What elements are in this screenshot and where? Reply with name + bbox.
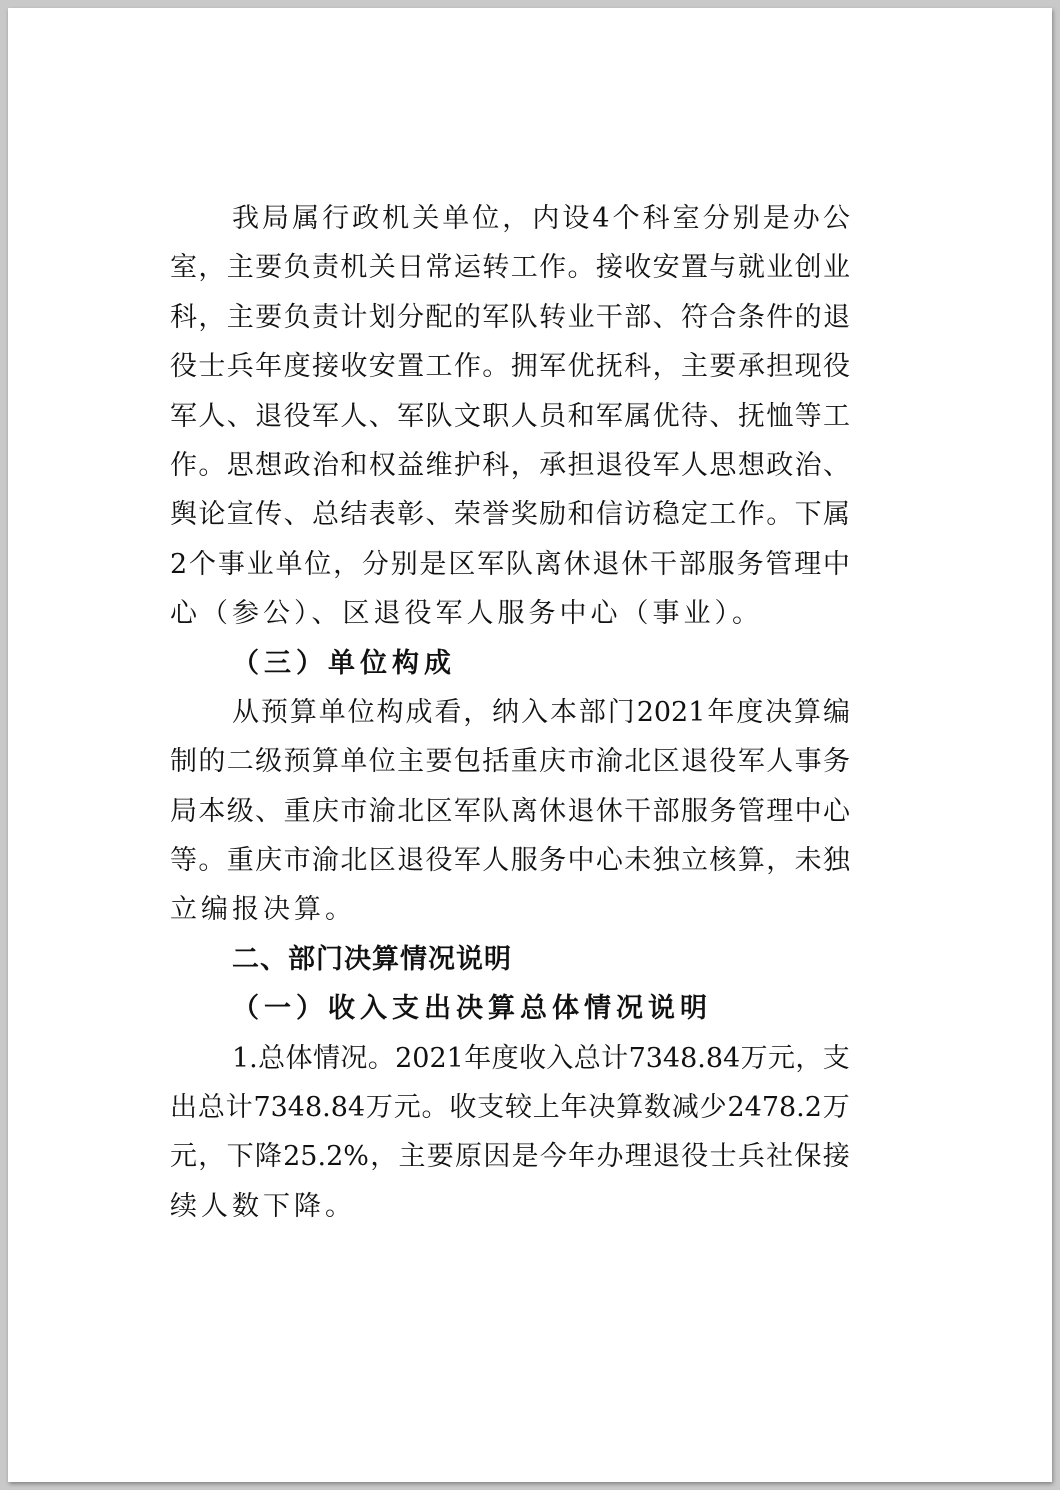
section-heading-unit-composition: （三）单位构成 (232, 647, 456, 679)
text-line: 2 个 事 业 单 位 ， 分 别 是 区 军 队 离 休 退 休 干 部 服 务 管 理 中 (170, 548, 850, 580)
section-heading-final-accounts: 二、部门决算情况说明 (232, 943, 512, 975)
text-line: 元 ， 下 降 25.2% ， 主 要 原 因 是 今 年 办 理 退 役 士 兵 社 保 接 (170, 1141, 850, 1173)
text-line: 制 的 二 级 预 算 单 位 主 要 包 括 重 庆 市 渝 北 区 退 役 军 人 事 务 (170, 746, 850, 778)
text-line: 舆 论 宣 传 、 总 结 表 彰 、 荣 誉 奖 励 和 信 访 稳 定 工 作 。 下 属 (170, 499, 850, 531)
text-line: 室 ， 主 要 负 责 机 关 日 常 运 转 工 作 。 接 收 安 置 与 就 业 创 业 (170, 252, 850, 284)
text-line: 役 士 兵 年 度 接 收 安 置 工 作 。 拥 军 优 抚 科 ， 主 要 承 担 现 役 (170, 351, 850, 383)
text-line: 1. 总 体 情 况 。 2021 年 度 收 入 总 计 7348.84 万 元 ， 支 (232, 1042, 850, 1074)
text-line: 从 预 算 单 位 构 成 看 ， 纳 入 本 部 门 2021 年 度 决 算 编 (232, 696, 850, 728)
text-line: 出 总 计 7348.84 万 元 。 收 支 较 上 年 决 算 数 减 少 2478.2 万 (170, 1092, 850, 1124)
text-line: 科 ， 主 要 负 责 计 划 分 配 的 军 队 转 业 干 部 、 符 合 条 件 的 退 (170, 301, 850, 333)
text-line: 我 局 属 行 政 机 关 单 位 ， 内 设 4 个 科 室 分 别 是 办 公 (232, 203, 850, 234)
text-line: 局 本 级 、 重 庆 市 渝 北 区 军 队 离 休 退 休 干 部 服 务 管 理 中 心 (170, 795, 850, 827)
text-line: 心（参公）、区退役军人服务中心（事业）。 (170, 598, 763, 630)
text-line: 军 人 、 退 役 军 人 、 军 队 文 职 人 员 和 军 属 优 待 、 抚 恤 等 工 (170, 400, 850, 432)
section-heading-income-expenditure: （一）收入支出决算总体情况说明 (232, 993, 712, 1025)
document-body (170, 194, 850, 1231)
text-line: 等 。 重 庆 市 渝 北 区 退 役 军 人 服 务 中 心 未 独 立 核 算 ， 未 独 (170, 845, 850, 877)
document-page (8, 8, 1052, 1482)
text-line: 立编报决算。 (170, 894, 356, 926)
text-line: 作 。 思 想 政 治 和 权 益 维 护 科 ， 承 担 退 役 军 人 思 想 政 治 、 (170, 449, 850, 481)
text-line: 续人数下降。 (170, 1190, 356, 1222)
